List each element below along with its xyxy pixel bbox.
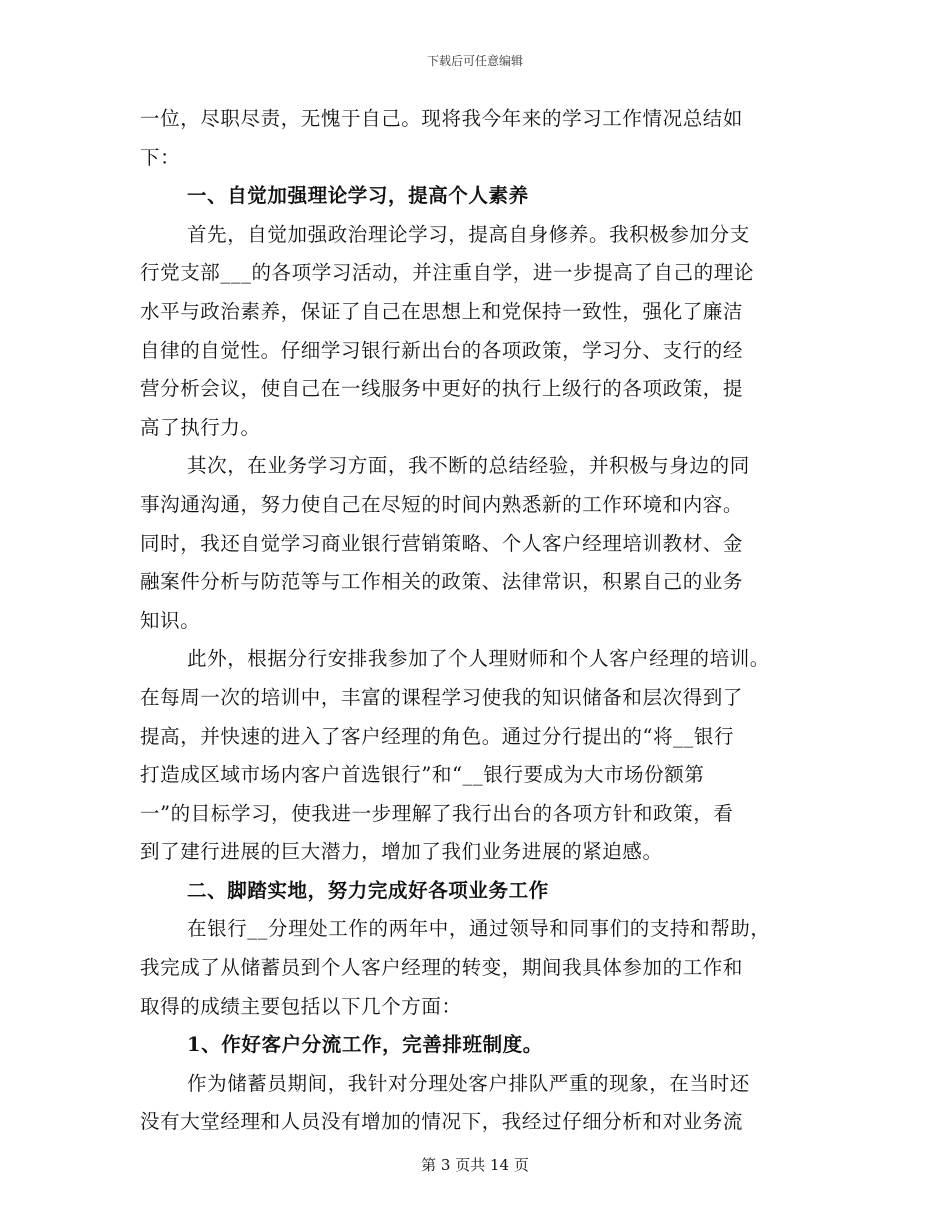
text-line: 在银行__分理处工作的两年中，通过领导和同事们的支持和帮助， (187, 917, 771, 941)
text-line: 下： (140, 145, 181, 169)
text-line: 一位，尽职尽责，无愧于自己。现将我今年来的学习工作情况总结如 (140, 107, 744, 130)
text-line: 行党支部___的各项学习活动，并注重自学，进一步提高了自己的理论 (140, 261, 754, 285)
text-line: 其次，在业务学习方面，我不断的总结经验，并积极与身边的同 (187, 454, 750, 478)
text-line: 作为储蓄员期间，我针对分理处客户排队严重的现象，在当时还 (187, 1071, 750, 1095)
text-line: 水平与政治素养，保证了自己在思想上和党保持一致性，强化了廉洁 (140, 299, 744, 323)
page-footer: 第 3 页共 14 页 (421, 1156, 529, 1174)
text-line: 同时，我还自觉学习商业银行营销策略、个人客户经理培训教材、金 (140, 531, 744, 555)
text-line: 此外，根据分行安排我参加了个人理财师和个人客户经理的培训。 (187, 647, 770, 671)
text-line: 首先，自觉加强政治理论学习，提高自身修养。我积极参加分支 (187, 222, 750, 246)
text-line: 融案件分析与防范等与工作相关的政策、法律常识，积累自己的业务 (140, 570, 744, 594)
text-line: 提高，并快速的进入了客户经理的角色。通过分行提出的“将__银行 (140, 724, 735, 748)
text-line: 打造成区域市场内客户首选银行”和“__银行要成为大市场份额第 (140, 763, 705, 787)
section-heading: 1、作好客户分流工作，完善排班制度。 (187, 1033, 543, 1057)
section-heading: 二、脚踏实地，努力完成好各项业务工作 (187, 878, 549, 902)
text-line: 一”的目标学习，使我进一步理解了我行出台的各项方针和政策，看 (140, 801, 734, 825)
text-line: 在每周一次的培训中，丰富的课程学习使我的知识储备和层次得到了 (140, 685, 744, 709)
text-line: 到了建行进展的巨大潜力，增加了我们业务进展的紧迫感。 (140, 840, 663, 864)
text-line: 取得的成绩主要包括以下几个方面： (140, 994, 462, 1018)
text-line: 自律的自觉性。仔细学习银行新出台的各项政策，学习分、支行的经 (140, 338, 744, 362)
text-line: 我完成了从储蓄员到个人客户经理的转变，期间我具体参加的工作和 (140, 956, 744, 980)
section-heading: 一、自觉加强理论学习，提高个人素养 (187, 184, 529, 208)
text-line: 没有大堂经理和人员没有增加的情况下，我经过仔细分析和对业务流 (140, 1110, 744, 1134)
page-header: 下载后可任意编辑 (426, 54, 523, 68)
document-body (140, 100, 805, 1142)
text-line: 知识。 (140, 608, 201, 632)
text-line: 高了执行力。 (140, 415, 261, 439)
text-line: 营分析会议，使自己在一线服务中更好的执行上级行的各项政策，提 (140, 377, 744, 401)
text-line: 事沟通沟通，努力使自己在尽短的时间内熟悉新的工作环境和内容。 (140, 492, 744, 516)
